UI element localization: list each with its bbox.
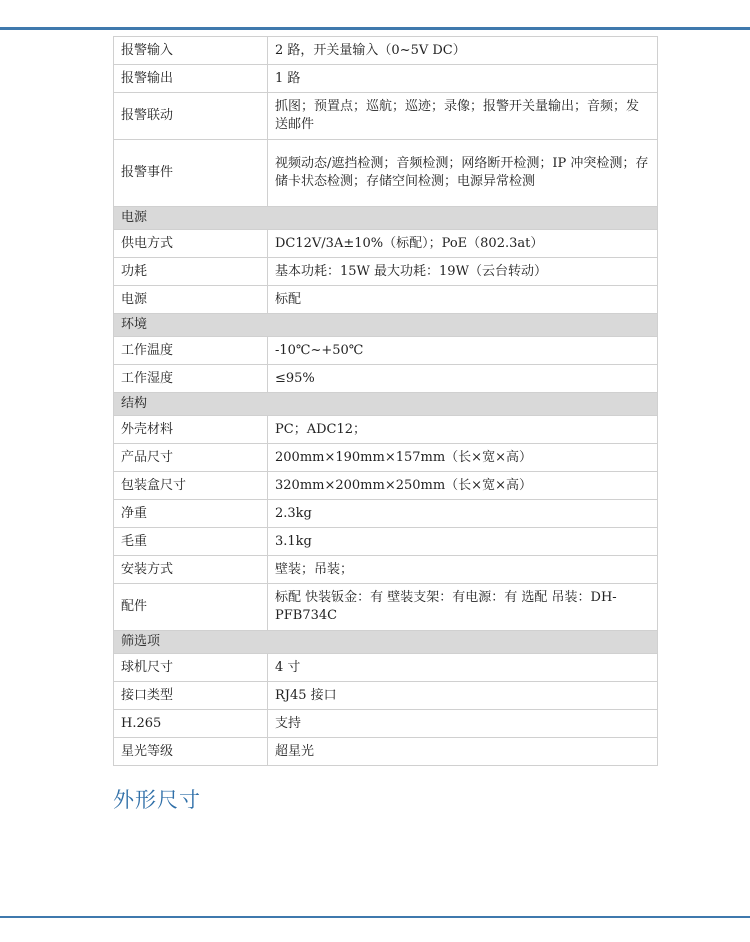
- section-header-row: [114, 314, 658, 337]
- table-row: [114, 556, 658, 584]
- spec-value: DC12V/3A±10%（标配）；PoE（802.3at）: [268, 230, 658, 258]
- spec-key: 配件: [114, 584, 268, 631]
- spec-value: -10℃~+50℃: [268, 337, 658, 365]
- spec-table: [113, 36, 658, 766]
- spec-key: 工作温度: [114, 337, 268, 365]
- section-title: 外形尺寸: [113, 788, 201, 812]
- spec-value: 超星光: [268, 738, 658, 766]
- table-row: [114, 584, 658, 631]
- spec-value: 1 路: [268, 65, 658, 93]
- table-row: [114, 738, 658, 766]
- spec-value: 4 寸: [268, 654, 658, 682]
- spec-key: 报警事件: [114, 140, 268, 207]
- table-row: [114, 93, 658, 140]
- table-row: [114, 230, 658, 258]
- spec-value: ≤95%: [268, 365, 658, 393]
- top-rule: [0, 27, 750, 30]
- spec-key: 工作湿度: [114, 365, 268, 393]
- spec-value: 标配: [268, 286, 658, 314]
- spec-key: 安装方式: [114, 556, 268, 584]
- section-header-row: [114, 207, 658, 230]
- spec-key: 星光等级: [114, 738, 268, 766]
- spec-value: 2.3kg: [268, 500, 658, 528]
- table-row: [114, 286, 658, 314]
- table-row: [114, 710, 658, 738]
- spec-key: 球机尺寸: [114, 654, 268, 682]
- table-row: [114, 365, 658, 393]
- table-row: [114, 140, 658, 207]
- section-header: 筛选项: [114, 631, 658, 654]
- spec-value: PC；ADC12；: [268, 416, 658, 444]
- spec-value: 壁装；吊装；: [268, 556, 658, 584]
- table-row: [114, 65, 658, 93]
- spec-value: 320mm×200mm×250mm（长×宽×高）: [268, 472, 658, 500]
- table-row: [114, 654, 658, 682]
- spec-key: 功耗: [114, 258, 268, 286]
- spec-key: 产品尺寸: [114, 444, 268, 472]
- spec-key: 净重: [114, 500, 268, 528]
- table-row: [114, 472, 658, 500]
- spec-value: 基本功耗：15W 最大功耗：19W（云台转动）: [268, 258, 658, 286]
- spec-key: 供电方式: [114, 230, 268, 258]
- spec-value: 视频动态/遮挡检测；音频检测；网络断开检测；IP 冲突检测；存储卡状态检测；存储空间检测；电源异常检测: [268, 140, 658, 207]
- spec-key: H.265: [114, 710, 268, 738]
- spec-value: RJ45 接口: [268, 682, 658, 710]
- spec-key: 电源: [114, 286, 268, 314]
- spec-value: 抓图；预置点；巡航；巡迹；录像；报警开关量输出；音频；发送邮件: [268, 93, 658, 140]
- table-row: [114, 258, 658, 286]
- table-row: [114, 528, 658, 556]
- table-row: [114, 500, 658, 528]
- spec-value: 3.1kg: [268, 528, 658, 556]
- table-row: [114, 37, 658, 65]
- spec-key: 报警联动: [114, 93, 268, 140]
- section-header: 环境: [114, 314, 658, 337]
- section-header-row: [114, 393, 658, 416]
- table-row: [114, 337, 658, 365]
- table-row: [114, 444, 658, 472]
- spec-value: 2 路，开关量输入（0~5V DC）: [268, 37, 658, 65]
- section-header: 电源: [114, 207, 658, 230]
- spec-key: 毛重: [114, 528, 268, 556]
- table-row: [114, 682, 658, 710]
- spec-key: 报警输出: [114, 65, 268, 93]
- spec-key: 接口类型: [114, 682, 268, 710]
- section-header: 结构: [114, 393, 658, 416]
- section-header-row: [114, 631, 658, 654]
- table-row: [114, 416, 658, 444]
- spec-key: 包装盒尺寸: [114, 472, 268, 500]
- bottom-rule: [0, 916, 750, 918]
- spec-key: 外壳材料: [114, 416, 268, 444]
- spec-value: 标配 快装钣金：有 壁装支架：有电源：有 选配 吊装：DH-PFB734C: [268, 584, 658, 631]
- spec-value: 支持: [268, 710, 658, 738]
- spec-key: 报警输入: [114, 37, 268, 65]
- spec-value: 200mm×190mm×157mm（长×宽×高）: [268, 444, 658, 472]
